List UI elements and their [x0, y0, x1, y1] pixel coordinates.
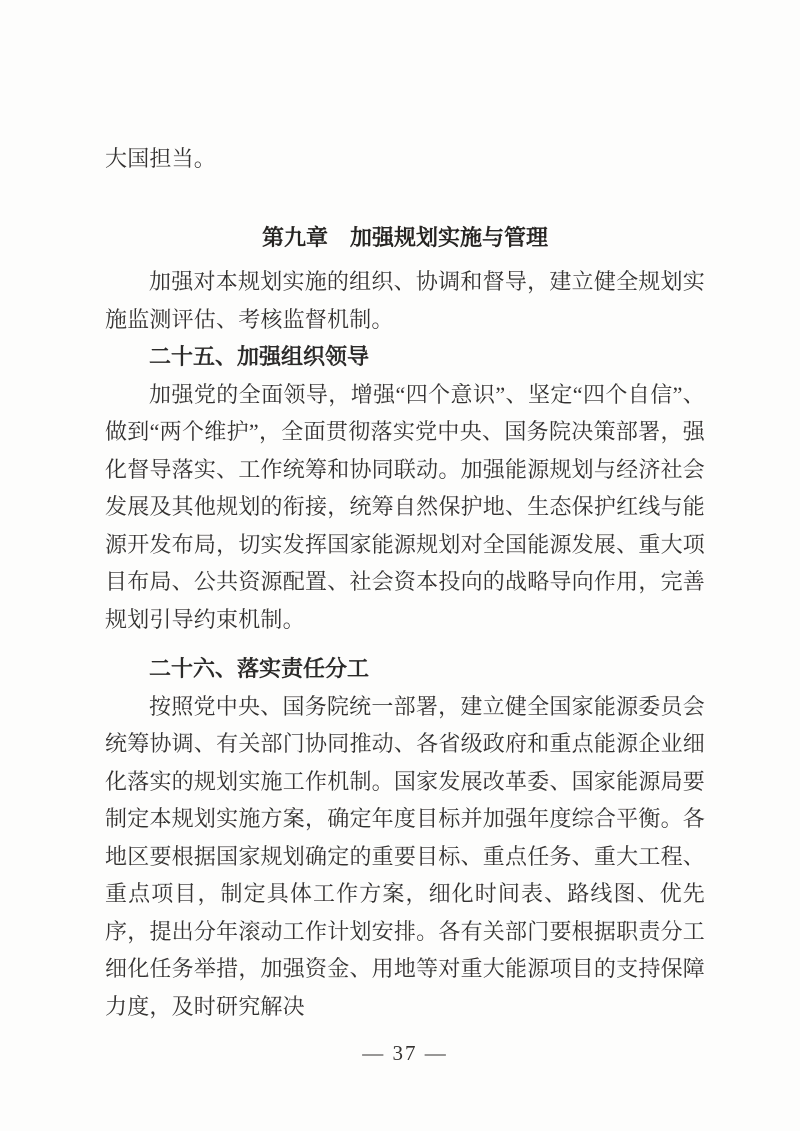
- section-26-paragraph: 按照党中央、国务院统一部署，建立健全国家能源委员会统筹协调、有关部门协同推动、各省级政府和重点能源企业细化落实的规划实施工作机制。国家发展改革委、国家能源局要制定本规划实施方案，确定年度目标并加强年度综合平衡。各地区要根据国家规划确定的重要目标、重点任务、重大工程、重点项目，制定具体工作方案，细化时间表、路线图、优先序，提出分年滚动工作计划安排。各有关部门要根据职责分工细化任务举措，加强资金、用地等对重大能源项目的支持保障力度，及时研究解决: [105, 693, 705, 1019]
- page-number: — 37 —: [362, 1041, 448, 1065]
- chapter-intro-paragraph: 加强对本规划实施的组织、协调和督导，建立健全规划实施监测评估、考核监督机制。: [105, 269, 705, 332]
- section-25-paragraph: 加强党的全面领导，增强“四个意识”、坚定“四个自信”、做到“两个维护”，全面贯彻落实党中央、国务院决策部署，强化督导落实、工作统筹和协同联动。加强能源规划与经济社会发展及其他规划的衔接，统筹自然保护地、生态保护红线与能源开发布局，切实发挥国家能源规划对全国能源发展、重大项目布局、公共资源配置、社会资本投向的战略导向作用，完善规划引导约束机制。: [105, 381, 705, 632]
- chapter-title: 第九章 加强规划实施与管理: [261, 224, 548, 250]
- section-heading-26: 二十六、落实责任分工: [149, 656, 370, 681]
- section-heading-25: 二十五、加强组织领导: [149, 344, 370, 369]
- continuation-paragraph: 大国担当。: [105, 146, 217, 171]
